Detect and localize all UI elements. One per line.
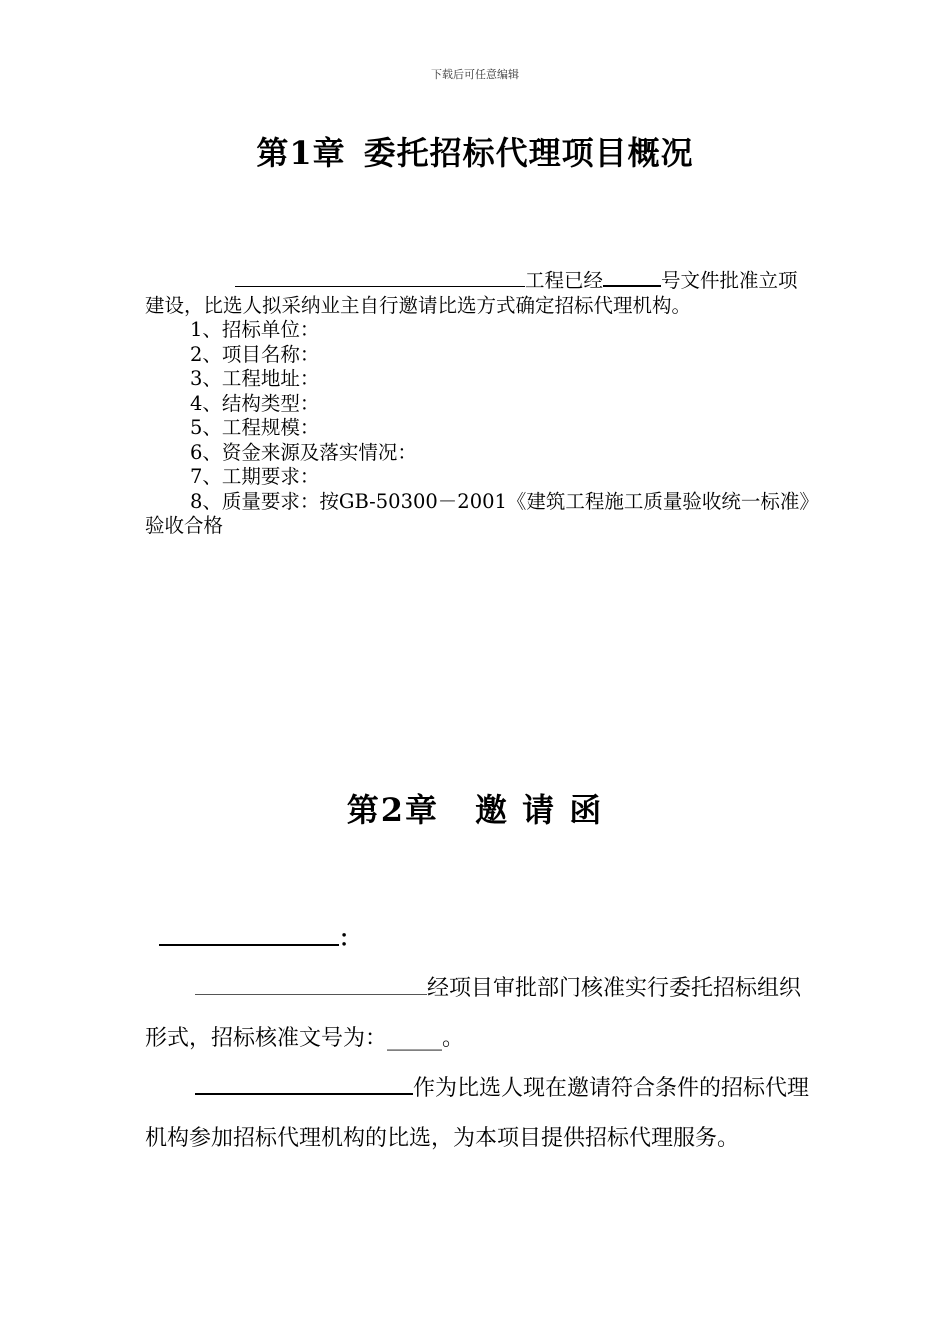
list-item: 1、招标单位： — [190, 318, 320, 341]
list-item: 8、质量要求：按GB-50300－2001《建筑工程施工质量验收统一标准》验收合格 — [145, 489, 810, 537]
chapter-1-title — [0, 128, 950, 174]
project-blank — [195, 972, 427, 995]
list-item: 3、工程地址： — [190, 367, 320, 390]
bidder-blank — [195, 1071, 413, 1095]
chapter-2-heading: 邀 请 函 — [474, 791, 604, 829]
addressee-line — [145, 918, 810, 954]
chapter-2-body — [145, 918, 810, 1164]
invitation-paragraph-2 — [145, 1064, 810, 1164]
chapter-2-number: 第2章 — [346, 791, 439, 829]
header-note: 下载后可任意编辑 — [431, 68, 519, 81]
addressee-blank — [159, 918, 339, 946]
paragraph-1-text: 经项目审批部门核准实行委托招标组织形式，招标核准文号为： — [145, 976, 802, 1051]
approval-number-blank: _____ — [387, 1026, 443, 1051]
intro-paragraph — [145, 266, 810, 318]
addressee-colon: ： — [339, 926, 362, 952]
document-number-blank — [603, 266, 661, 287]
paragraph-2-text: 作为比选人现在邀请符合条件的招标代理机构参加招标代理机构的比选，为本项目提供招标代理服务。 — [145, 1076, 810, 1151]
intro-part-1: 工程已经 — [525, 269, 604, 292]
project-name-blank — [235, 267, 525, 287]
list-item: 2、项目名称： — [190, 342, 320, 366]
list-item: 7、工期要求： — [190, 465, 320, 488]
invitation-paragraph-1 — [145, 964, 810, 1064]
list-item: 6、资金来源及落实情况： — [190, 440, 417, 464]
list-item: 5、工程规模： — [190, 416, 320, 439]
intro-part-2: 号文件批准立项建设，比选人拟采纳业主自行邀请比选方式确定招标代理机构。 — [145, 269, 798, 317]
chapter-1-number: 第1章 — [256, 134, 346, 172]
chapter-1-body — [145, 266, 810, 539]
chapter-2-title — [0, 785, 950, 831]
list-item: 4、结构类型： — [190, 391, 320, 415]
paragraph-1-end: 。 — [442, 1026, 465, 1051]
chapter-1-heading: 委托招标代理项目概况 — [363, 134, 694, 172]
